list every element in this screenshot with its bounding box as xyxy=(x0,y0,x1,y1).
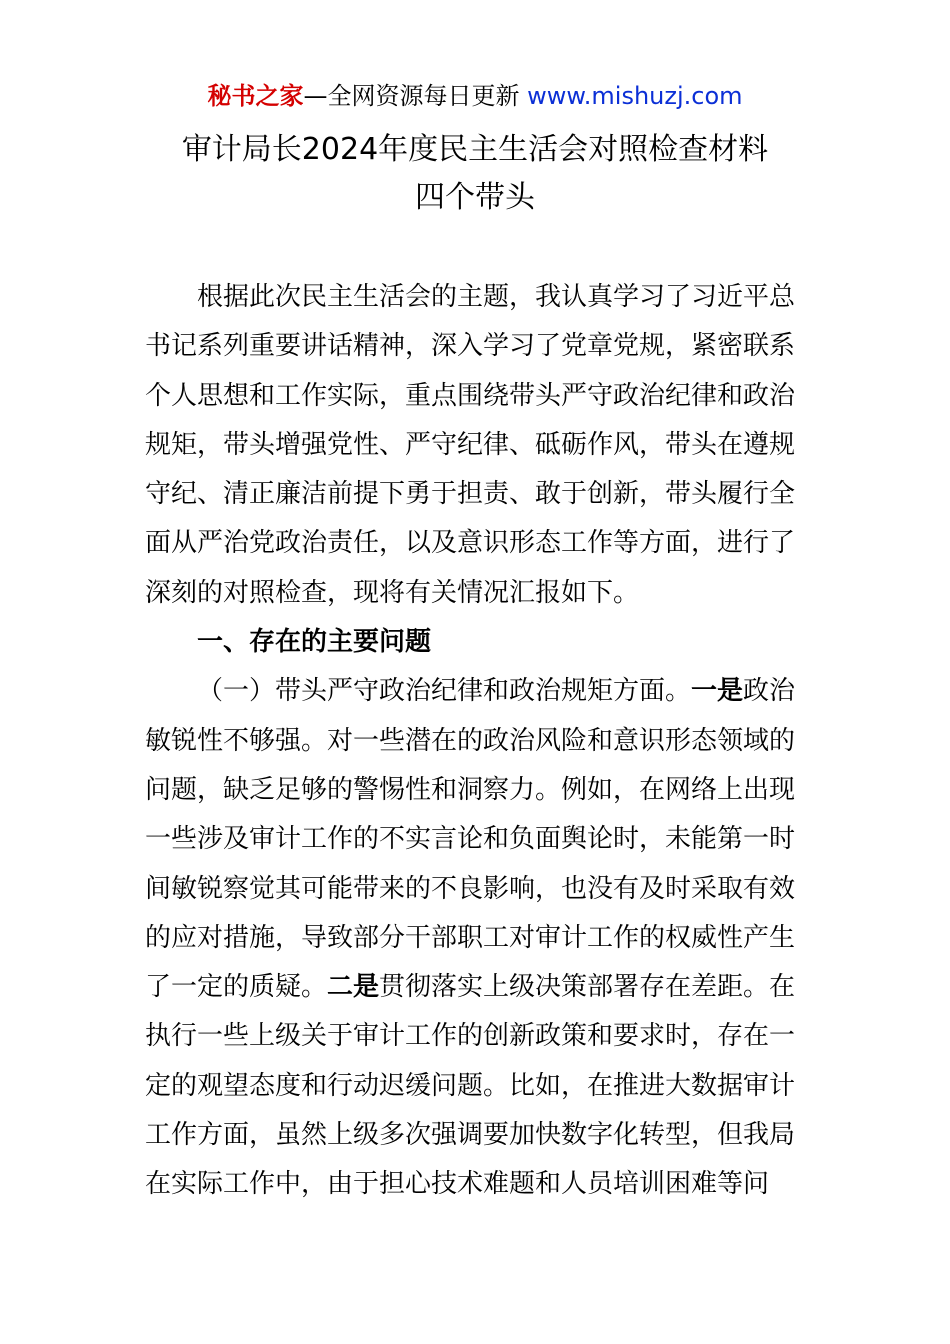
document-subtitle: 四个带头 xyxy=(415,180,535,215)
body-line: 问题，缺乏足够的警惕性和洞察力。例如，在网络上出现 xyxy=(145,774,796,805)
body-line: 面从严治党政治责任，以及意识形态工作等方面，进行了 xyxy=(145,528,796,559)
body-line: 的应对措施，导致部分干部职工对审计工作的权威性产生 xyxy=(145,922,796,953)
body-text-segment: 贯彻落实上级决策部署存在差距。在 xyxy=(379,972,796,1003)
body-line: 执行一些上级关于审计工作的创新政策和要求时，存在一 xyxy=(145,1021,796,1052)
body-line: 书记系列重要讲话精神，深入学习了党章党规，紧密联系 xyxy=(145,331,796,362)
point-label-1: 一是 xyxy=(691,676,744,707)
body-line: 深刻的对照检查，现将有关情况汇报如下。 xyxy=(145,577,640,608)
body-line: 在实际工作中，由于担心技术难题和人员培训困难等问 xyxy=(145,1169,770,1200)
site-url-link[interactable]: www.mishuzj.com xyxy=(527,82,743,110)
body-line: 守纪、清正廉洁前提下勇于担责、敢于创新，带头履行全 xyxy=(145,479,796,510)
header-slogan: —全网资源每日更新 xyxy=(303,82,528,110)
mixed-line xyxy=(145,963,807,1012)
sub-heading-line xyxy=(145,667,807,716)
body-line: 定的观望态度和行动迟缓问题。比如，在推进大数据审计 xyxy=(145,1070,796,1101)
body-line: 间敏锐察觉其可能带来的不良影响，也没有及时采取有效 xyxy=(145,873,796,904)
document-body xyxy=(145,273,807,1210)
section-heading: 一、存在的主要问题 xyxy=(197,627,432,658)
body-line: 敏锐性不够强。对一些潜在的政治风险和意识形态领域的 xyxy=(145,725,796,756)
body-line: 工作方面，虽然上级多次强调要加快数字化转型，但我局 xyxy=(145,1120,796,1151)
point-label-2: 二是 xyxy=(327,972,380,1003)
document-title: 审计局长2024年度民主生活会对照检查材料 xyxy=(181,132,769,167)
body-line: 规矩，带头增强党性、严守纪律、砥砺作风，带头在遵规 xyxy=(145,429,796,460)
brand-name: 秘书之家 xyxy=(207,82,304,110)
sub-heading: （一）带头严守政治纪律和政治规矩方面。 xyxy=(197,676,692,707)
point-text: 政治 xyxy=(743,676,796,707)
site-header xyxy=(0,78,950,114)
body-line: 个人思想和工作实际，重点围绕带头严守政治纪律和政治 xyxy=(145,380,796,411)
body-text-segment: 了一定的质疑。 xyxy=(145,972,328,1003)
body-line: 根据此次民主生活会的主题，我认真学习了习近平总 xyxy=(197,282,796,312)
body-line: 一些涉及审计工作的不实言论和负面舆论时，未能第一时 xyxy=(145,824,796,855)
